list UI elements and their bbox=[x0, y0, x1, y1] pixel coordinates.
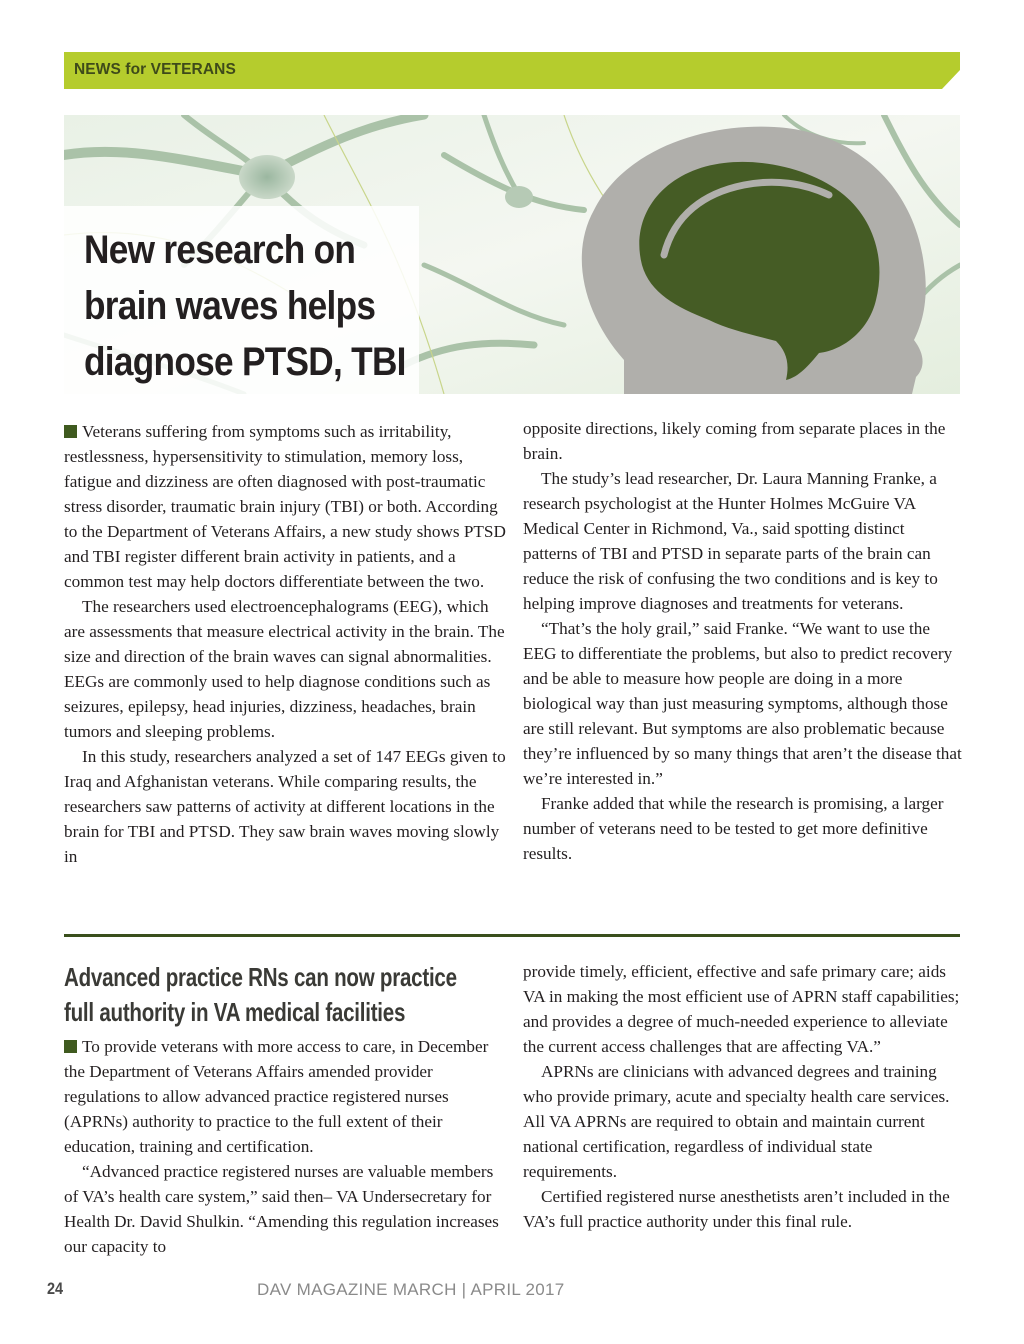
page-number: 24 bbox=[47, 1279, 64, 1298]
section-banner bbox=[64, 52, 960, 89]
article2-paragraph: provide timely, efficient, effective and safe primary care; aids VA in making the most efficient use of APRN staff capabilities; and provides a degree of much-needed experience to alleviate the current access challenges that are affecting VA.” bbox=[523, 962, 960, 1056]
article1-paragraph: The researchers used electroencephalograms (EEG), which are assessments that measure electrical activity in the brain. The size and direction of the brain waves can signal abnormalities. EEGs are commonly used to help diagnose conditions such as seizures, epilepsy, head injuries, dizziness, headaches, brain tumors and sleeping problems. bbox=[64, 597, 505, 741]
headline-line: diagnose PTSD, TBI bbox=[84, 340, 406, 384]
headline-line: New research on bbox=[84, 228, 356, 272]
square-bullet-icon bbox=[64, 425, 77, 438]
article2-left-column bbox=[64, 1034, 510, 1259]
headline-line: Advanced practice RNs can now practice bbox=[64, 962, 457, 992]
article2-paragraph: To provide veterans with more access to care, in December the Department of Veterans Affairs amended provider regulations to allow advanced practice registered nurses (APRNs) authority to practice to the full extent of their education, training and certification. bbox=[64, 1037, 489, 1156]
section-divider bbox=[64, 934, 960, 937]
article1-paragraph: “That’s the holy grail,” said Franke. “We want to use the EEG to differentiate the problems, but also to predict recovery and be able to measure how people are doing in a more biological way than just measuring symptoms, although those are still relevant. But symptoms are also problematic because they’re influenced by so many things that aren’t the disease that we’re interested in.” bbox=[523, 619, 962, 788]
article2-paragraph: Certified registered nurse anesthetists aren’t included in the VA’s full practice authority under this final rule. bbox=[523, 1187, 950, 1231]
article-headline bbox=[84, 222, 406, 390]
article1-left-column bbox=[64, 419, 510, 869]
article2-paragraph: APRNs are clinicians with advanced degrees and training who provide primary, acute and specialty health care services. All VA APRNs are required to obtain and maintain current national certification, regardless of individual state requirements. bbox=[523, 1062, 950, 1181]
article1-paragraph: The study’s lead researcher, Dr. Laura Manning Franke, a research psychologist at the Hunter Holmes McGuire VA Medical Center in Richmond, Va., said spotting distinct patterns of TBI and PTSD in separate parts of the brain can reduce the risk of confusing the two conditions and is key to helping improve diagnoses and treatments for veterans. bbox=[523, 469, 938, 613]
article2-paragraph: “Advanced practice registered nurses are valuable members of VA’s health care system,” said then– VA Undersecretary for Health Dr. David Shulkin. “Amending this regulation increases our capacity to bbox=[64, 1162, 499, 1256]
headline-line: brain waves helps bbox=[84, 284, 376, 328]
article1-paragraph: Veterans suffering from symptoms such as irritability, restlessness, hypersensitivity to stimulation, memory loss, fatigue and dizziness are often diagnosed with post-traumatic stress disorder, traumatic brain injury (TBI) or both. According to the Department of Veterans Affairs, a new study shows PTSD and TBI register different brain activity in patients, and a common test may help doctors differentiate between the two. bbox=[64, 422, 506, 591]
article1-paragraph: Franke added that while the research is promising, a larger number of veterans need to be tested to get more definitive results. bbox=[523, 794, 944, 863]
publication-footer: DAV MAGAZINE MARCH | APRIL 2017 bbox=[257, 1280, 565, 1299]
article2-right-column bbox=[523, 959, 963, 1234]
headline-line: full authority in VA medical facilities bbox=[64, 997, 406, 1027]
article1-paragraph: opposite directions, likely coming from separate places in the brain. bbox=[523, 419, 946, 463]
article2-headline bbox=[64, 960, 457, 1030]
article1-paragraph: In this study, researchers analyzed a set of 147 EEGs given to Iraq and Afghanistan veterans. While comparing results, the researchers saw patterns of activity at different locations in the brain for TBI and PTSD. They saw brain waves moving slowly in bbox=[64, 747, 506, 866]
article1-right-column bbox=[523, 416, 963, 866]
square-bullet-icon bbox=[64, 1040, 77, 1053]
section-label: NEWS for VETERANS bbox=[74, 61, 236, 78]
